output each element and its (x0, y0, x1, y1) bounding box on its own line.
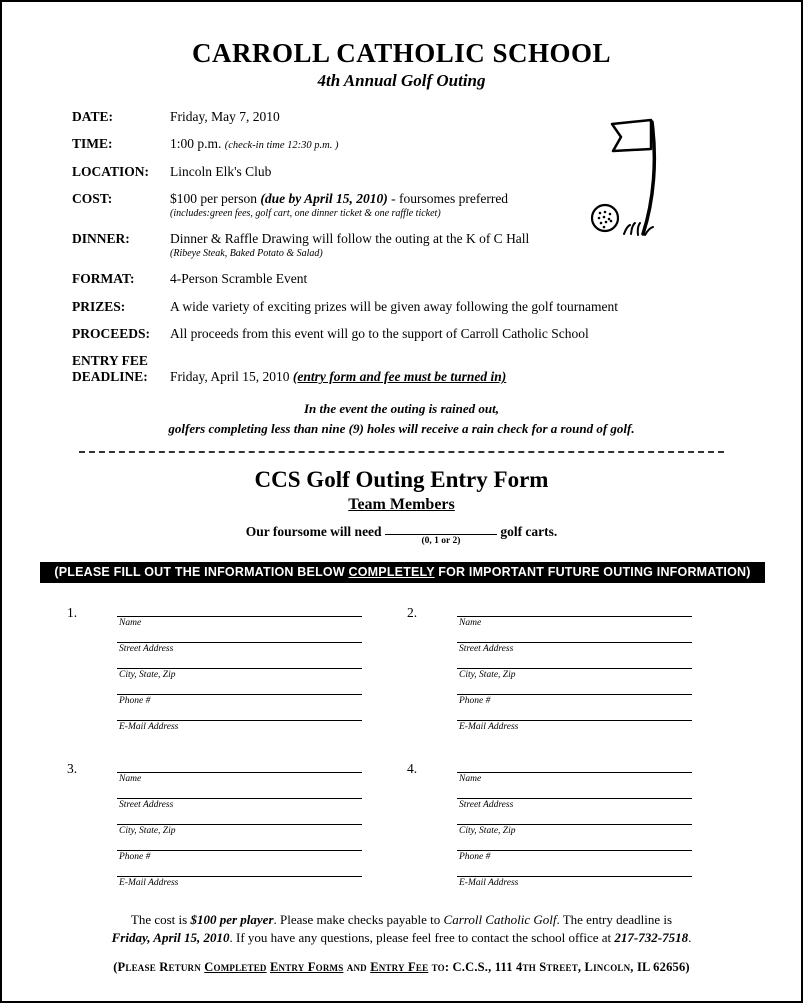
member-2-phone (457, 683, 692, 707)
return-part-a: (Please Return (113, 959, 205, 974)
golf-carts-count-field[interactable] (385, 522, 497, 535)
member-3-street (117, 787, 362, 811)
member-3-phone (117, 839, 362, 863)
proceeds-value: All proceeds from this event will go to the support of Carroll Catholic School (170, 325, 589, 341)
rain-check-note (2, 399, 801, 438)
phone-field-label: Phone # (459, 852, 491, 863)
member-1-street (117, 631, 362, 655)
carts-hint: (0, 1 or 2) (421, 536, 461, 547)
prizes-label: PRIZES: (72, 298, 126, 314)
cost-foursomes: - foursomes preferred (387, 190, 509, 206)
email-field-label: E-Mail Address (119, 722, 179, 733)
fill-out-banner (40, 562, 765, 583)
member-block-3 (67, 761, 362, 891)
footer-note (2, 911, 801, 947)
member-2-phone-field[interactable] (457, 683, 692, 695)
member-2-street (457, 631, 692, 655)
time-value (170, 136, 338, 153)
dashed-divider (79, 451, 724, 453)
member-4-phone-field[interactable] (457, 839, 692, 851)
member-3-email (117, 865, 362, 889)
member-2-name-field[interactable] (457, 605, 692, 617)
member-3-fields (117, 761, 362, 891)
footer-checks-text: . Please make checks payable to (273, 912, 444, 928)
time-label: TIME: (72, 136, 113, 152)
location-label: LOCATION: (72, 163, 150, 179)
footer-period: . (688, 930, 692, 946)
phone-field-label: Phone # (119, 696, 151, 707)
phone-field-label: Phone # (119, 852, 151, 863)
member-1-email (117, 709, 362, 733)
carts-blank-wrap (385, 522, 497, 547)
street-field-label: Street Address (459, 644, 514, 655)
member-1-phone (117, 683, 362, 707)
deadline-emphasis: (entry form and fee must be turned in) (292, 369, 507, 385)
member-3-name-field[interactable] (117, 761, 362, 773)
dinner-menu-note: (Ribeye Steak, Baked Potato & Salad) (170, 248, 323, 260)
member-4-fields (457, 761, 692, 891)
prizes-row (72, 299, 741, 315)
member-1-name (117, 605, 362, 629)
deadline-value (170, 369, 506, 385)
email-field-label: E-Mail Address (459, 722, 519, 733)
date-label: DATE: (72, 109, 114, 124)
member-3-phone-field[interactable] (117, 839, 362, 851)
footer-deadline-date: Friday, April 15, 2010 (111, 930, 230, 946)
member-4-phone (457, 839, 692, 863)
member-1-city-field[interactable] (117, 657, 362, 669)
header (2, 2, 801, 91)
deadline-date: Friday, April 15, 2010 (170, 369, 293, 385)
member-4-email (457, 865, 692, 889)
cost-due-date: (due by April 15, 2010) (260, 190, 388, 206)
cost-value (170, 191, 508, 220)
name-field-label: Name (459, 618, 482, 629)
member-2-city-field[interactable] (457, 657, 692, 669)
team-member-blocks (67, 605, 801, 891)
member-block-4 (407, 761, 692, 891)
city-field-label: City, State, Zip (459, 826, 516, 837)
footer-deadline-intro: . The entry deadline is (556, 912, 673, 928)
member-3-email-field[interactable] (117, 865, 362, 877)
return-entry-fee: Entry Fee (370, 959, 429, 974)
location-value: Lincoln Elk's Club (170, 163, 272, 179)
street-field-label: Street Address (459, 800, 514, 811)
return-instructions (2, 960, 801, 975)
dinner-label: DINNER: (72, 231, 130, 247)
time-text: 1:00 p.m. (170, 136, 225, 152)
email-field-label: E-Mail Address (119, 878, 179, 889)
member-4-number: 4. (407, 761, 418, 777)
name-field-label: Name (119, 774, 142, 785)
member-block-1 (67, 605, 362, 735)
proceeds-row (72, 326, 741, 342)
member-3-city-field[interactable] (117, 813, 362, 825)
footer-phone-number: 217-732-7518 (614, 930, 689, 946)
return-completed: Completed (204, 959, 267, 974)
city-field-label: City, State, Zip (119, 826, 176, 837)
prizes-value: A wide variety of exciting prizes will be given away following the golf tournament (170, 298, 619, 314)
street-field-label: Street Address (119, 800, 174, 811)
member-4-city (457, 813, 692, 837)
member-2-name (457, 605, 692, 629)
member-1-name-field[interactable] (117, 605, 362, 617)
member-1-email-field[interactable] (117, 709, 362, 721)
format-row (72, 271, 741, 287)
footer-line1 (2, 911, 801, 929)
banner-completely: COMPLETELY (348, 565, 435, 580)
member-1-fields (117, 605, 362, 735)
team-members-heading-wrap (2, 496, 801, 514)
deadline-label (72, 353, 170, 385)
cost-amount: $100 per person (170, 190, 261, 206)
cost-main-line (170, 191, 508, 207)
member-2-email (457, 709, 692, 733)
golf-carts-line (2, 522, 801, 547)
member-block-2 (407, 605, 692, 735)
email-field-label: E-Mail Address (459, 878, 519, 889)
member-4-city-field[interactable] (457, 813, 692, 825)
cost-includes-note: (includes:green fees, golf cart, one dinner ticket & one raffle ticket) (170, 208, 441, 220)
member-3-number: 3. (67, 761, 78, 777)
member-3-street-field[interactable] (117, 787, 362, 799)
footer-cost-intro: The cost is (130, 912, 191, 928)
footer-cost-amount: $100 per player (190, 912, 274, 928)
member-3-city (117, 813, 362, 837)
banner-part1: (PLEASE FILL OUT THE INFORMATION BELOW (54, 565, 349, 580)
footer-payee: Carroll Catholic Golf (443, 912, 557, 928)
page-title: CARROLL CATHOLIC SCHOOL (191, 38, 612, 68)
team-members-heading: Team Members (348, 496, 455, 514)
rain-note-line1: In the event the outing is rained out, (303, 401, 500, 417)
member-2-number: 2. (407, 605, 418, 621)
member-1-street-field[interactable] (117, 631, 362, 643)
return-and: and (343, 959, 371, 974)
footer-line2 (2, 929, 801, 947)
city-field-label: City, State, Zip (119, 670, 176, 681)
date-value: Friday, May 7, 2010 (170, 109, 280, 124)
member-2-email-field[interactable] (457, 709, 692, 721)
footer-questions-text: . If you have any questions, please feel free to contact the school office at (229, 930, 615, 946)
name-field-label: Name (459, 774, 482, 785)
carts-text-before: Our foursome will need (245, 524, 382, 540)
cost-label: COST: (72, 190, 113, 206)
member-1-phone-field[interactable] (117, 683, 362, 695)
phone-field-label: Phone # (459, 696, 491, 707)
page-subtitle: 4th Annual Golf Outing (317, 71, 486, 90)
name-field-label: Name (119, 618, 142, 629)
member-4-street (457, 787, 692, 811)
return-entry-forms: Entry Forms (269, 959, 344, 974)
member-1-number: 1. (67, 605, 78, 621)
format-value: 4-Person Scramble Event (170, 271, 308, 287)
member-2-fields (457, 605, 692, 735)
member-2-city (457, 657, 692, 681)
proceeds-label: PROCEEDS: (72, 325, 151, 341)
dinner-main-line: Dinner & Raffle Drawing will follow the outing at the K of C Hall (170, 231, 530, 247)
member-4-name (457, 761, 692, 785)
member-4-email-field[interactable] (457, 865, 692, 877)
member-4-street-field[interactable] (457, 787, 692, 799)
format-label: FORMAT: (72, 271, 135, 287)
member-4-name-field[interactable] (457, 761, 692, 773)
deadline-row (72, 353, 741, 385)
dinner-value (170, 231, 529, 260)
entry-form-title: CCS Golf Outing Entry Form (254, 467, 549, 493)
deadline-label-line1: ENTRY FEE (72, 352, 148, 368)
banner-part3: FOR IMPORTANT FUTURE OUTING INFORMATION) (434, 565, 751, 580)
member-1-city (117, 657, 362, 681)
deadline-label-line2: DEADLINE: (72, 369, 148, 385)
return-address: to: C.C.S., 111 4th Street, Lincoln, IL 62656) (428, 959, 690, 974)
city-field-label: City, State, Zip (459, 670, 516, 681)
member-2-street-field[interactable] (457, 631, 692, 643)
member-3-name (117, 761, 362, 785)
rain-note-line2: golfers completing less than nine (9) holes will receive a rain check for a round of golf. (168, 420, 635, 436)
checkin-note: (check-in time 12:30 p.m. ) (224, 140, 339, 152)
street-field-label: Street Address (119, 644, 174, 655)
carts-text-after: golf carts. (500, 524, 558, 540)
golf-flag-and-ball-icon (588, 108, 688, 258)
